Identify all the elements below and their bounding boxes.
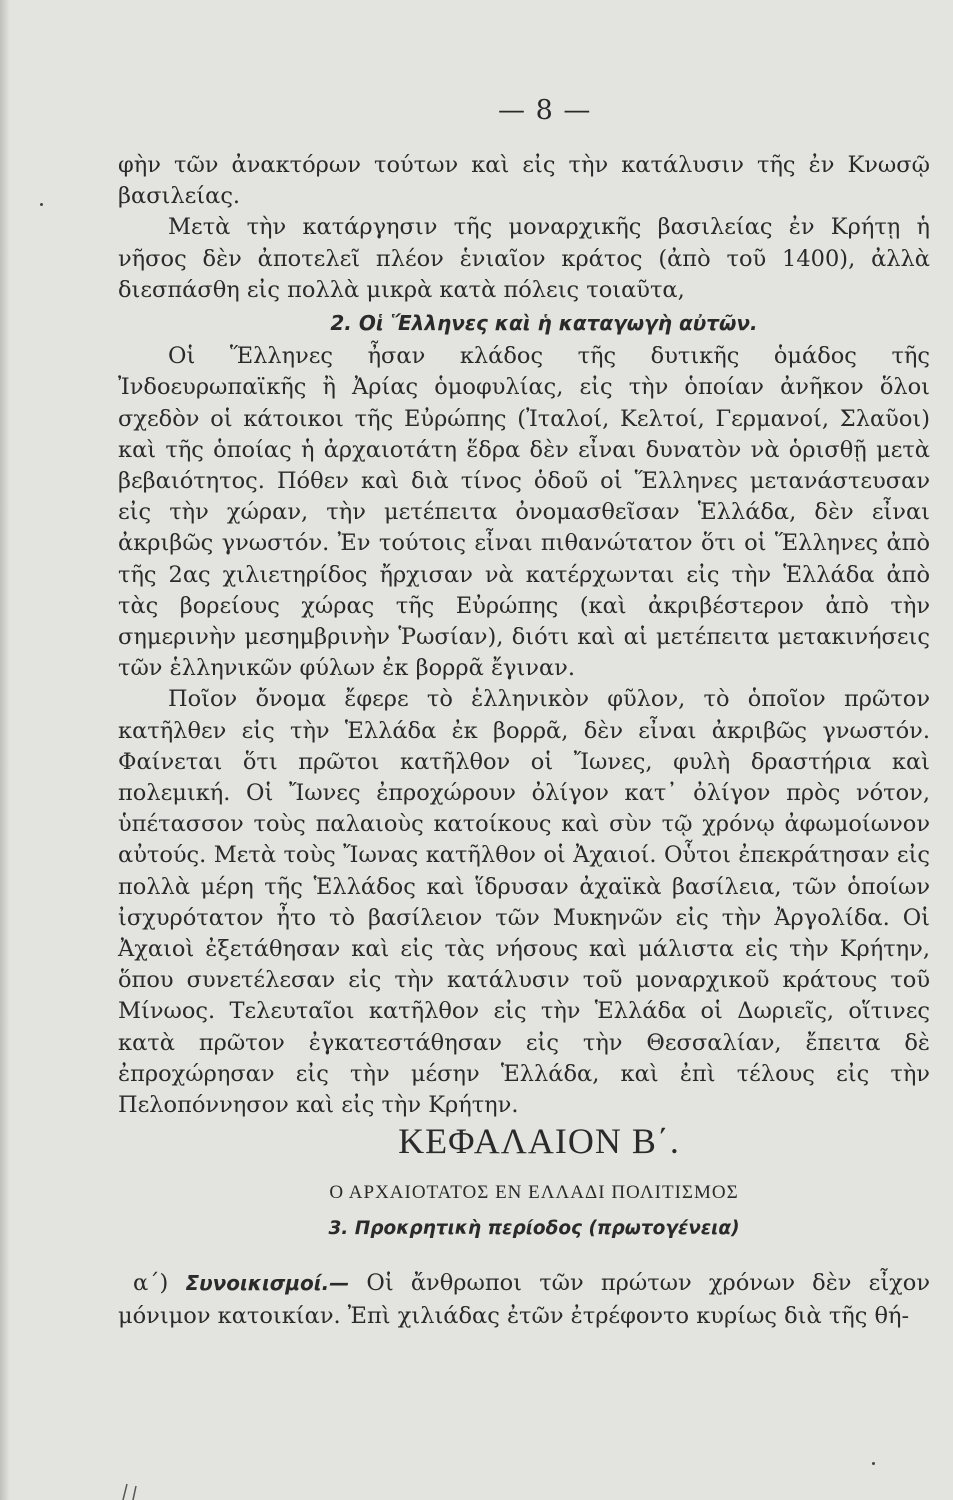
paragraph-monarchy: Μετὰ τὴν κατάργησιν τῆς μοναρχικῆς βασιλείας ἐν Κρήτῃ ἡ νῆσος δὲν ἀποτελεῖ πλέον ἑνιαῖον κράτος (ἀπὸ τοῦ 1400), ἀλλὰ διεσπάσθη εἰς πολλὰ μικρὰ κατὰ πόλεις τοιαῦτα, <box>118 214 930 303</box>
page-number: — 8 — <box>498 95 592 126</box>
main-text-block <box>118 150 930 1121</box>
paper-speck <box>872 1462 875 1465</box>
item-label-term: Συνοικισμοί.— <box>185 1271 350 1295</box>
paragraph-tribes: Ποῖον ὄνομα ἔφερε τὸ ἑλληνικὸν φῦλον, τὸ ὁποῖον πρῶτον κατῆλθεν εἰς τὴν Ἑλλάδα ἐκ βορρᾶ, δὲν εἶναι ἀκριβῶς γνωστόν. Φαίνεται ὅτι πρῶτοι κατῆλθον οἱ Ἴωνες, φυλὴ δραστήρια καὶ πολεμική. Οἱ Ἴωνες ἐπροχώρουν ὀλίγον κατ᾿ ὀλίγον πρὸς νότον, ὑπέτασσον τοὺς παλαιοὺς κατοίκους καὶ σὺν τῷ χρόνῳ ἀφωμοίωνον αὐτούς. Μετὰ τοὺς Ἴωνας κατῆλθον οἱ Ἀχαιοί. Οὗτοι ἐπεκράτησαν εἰς πολλὰ μέρη τῆς Ἑλλάδος καὶ ἵδρυσαν ἀχαϊκὰ βασίλεια, τῶν ὁποίων ἰσχυρότατον ἦτο τὸ βασίλειον τῶν Μυκηνῶν εἰς τὴν Ἀργολίδα. Οἱ Ἀχαιοὶ ἐξετάθησαν καὶ εἰς τὰς νήσους καὶ μάλιστα εἰς τὴν Κρήτην, ὅπου συνετέλεσαν εἰς τὴν κατάλυσιν τοῦ μοναρχικοῦ κράτους τοῦ Μίνωος. Τελευταῖοι κατῆλθον εἰς τὴν Ἑλλάδα οἱ Δωριεῖς, οἵτινες κατὰ πρῶτον ἐγκατεστάθησαν εἰς τὴν Θεσσαλίαν, ἔπειτα δὲ ἐπροχώρησαν εἰς τὴν μέσην Ἑλλάδα, καὶ ἐπὶ τέλους εἰς τὴν Πελοπόννησον καὶ εἰς τὴν Κρήτην. <box>118 686 930 1119</box>
final-text-block <box>118 1267 930 1333</box>
paragraph-continuation: φὴν τῶν ἀνακτόρων τούτων καὶ εἰς τὴν κατάλυσιν τῆς ἐν Κνωσῷ βασιλείας. <box>118 152 930 210</box>
item-label-prefix: α΄) <box>133 1270 169 1296</box>
paragraph-settlements <box>118 1267 930 1333</box>
chapter-subtitle: Ο ΑΡΧΑΙΟΤΑΤΟΣ ΕΝ ΕΛΛΑΔΙ ΠΟΛΙΤΙΣΜΟΣ <box>329 1182 739 1203</box>
chapter-heading-block <box>118 1120 930 1251</box>
paragraph-settlements-text: Οἱ ἄνθρωποι τῶν πρώτων χρόνων δὲν εἶχον μόνιμον κατοικίαν. Ἐπὶ χιλιάδας ἐτῶν ἐτρέφοντο κυρίως διὰ τῆς θή- <box>118 1270 931 1329</box>
paper-speck <box>40 203 43 206</box>
chapter-title: ΚΕΦΑΛΑΙΟΝ Β΄. <box>398 1121 680 1161</box>
paragraph-origins: Οἱ Ἕλληνες ἦσαν κλάδος τῆς δυτικῆς ὁμάδος τῆς Ἰνδοευρωπαϊκῆς ἢ Ἀρίας ὁμοφυλίας, εἰς τὴν ὁποίαν ἀνῆκον ὅλοι σχεδὸν οἱ κάτοικοι τῆς Εὐρώπης (Ἰταλοί, Κελτοί, Γερμανοί, Σλαῦοι) καὶ τῆς ὁποίας ἡ ἀρχαιοτάτη ἕδρα δὲν εἶναι δυνατὸν νὰ ὁρισθῇ μετὰ βεβαιότητος. Πόθεν καὶ διὰ τίνος ὁδοῦ οἱ Ἕλληνες μετανάστευσαν εἰς τὴν χώραν, τὴν μετέπειτα ὀνομασθεῖσαν Ἑλλάδα, δὲν εἶναι ἀκριβῶς γνωστόν. Ἐν τούτοις εἶναι πιθανώτατον ὅτι οἱ Ἕλληνες ἀπὸ τῆς 2ας χιλιετηρίδος ἤρχισαν νὰ κατέρχωνται εἰς τὴν Ἑλλάδα ἀπὸ τὰς βορείους χώρας τῆς Εὐρώπης (καὶ ἀκριβέστερον ἀπὸ τὴν σημερινὴν μεσημβρινὴν Ῥωσίαν), διότι καὶ αἱ μετέπειτα μετακινήσεις τῶν ἑλληνικῶν φύλων ἐκ βορρᾶ ἔγιναν. <box>118 343 930 682</box>
section-heading-hellenes: 2. Οἱ Ἕλληνες καὶ ἡ καταγωγὴ αὐτῶν. <box>330 311 758 336</box>
page-binding-shadow <box>0 0 10 1500</box>
section-heading-prekretan: 3. Προκρητικὴ περίοδος (πρωτογένεια) <box>328 1218 740 1239</box>
page-edge-marks <box>115 1470 155 1500</box>
